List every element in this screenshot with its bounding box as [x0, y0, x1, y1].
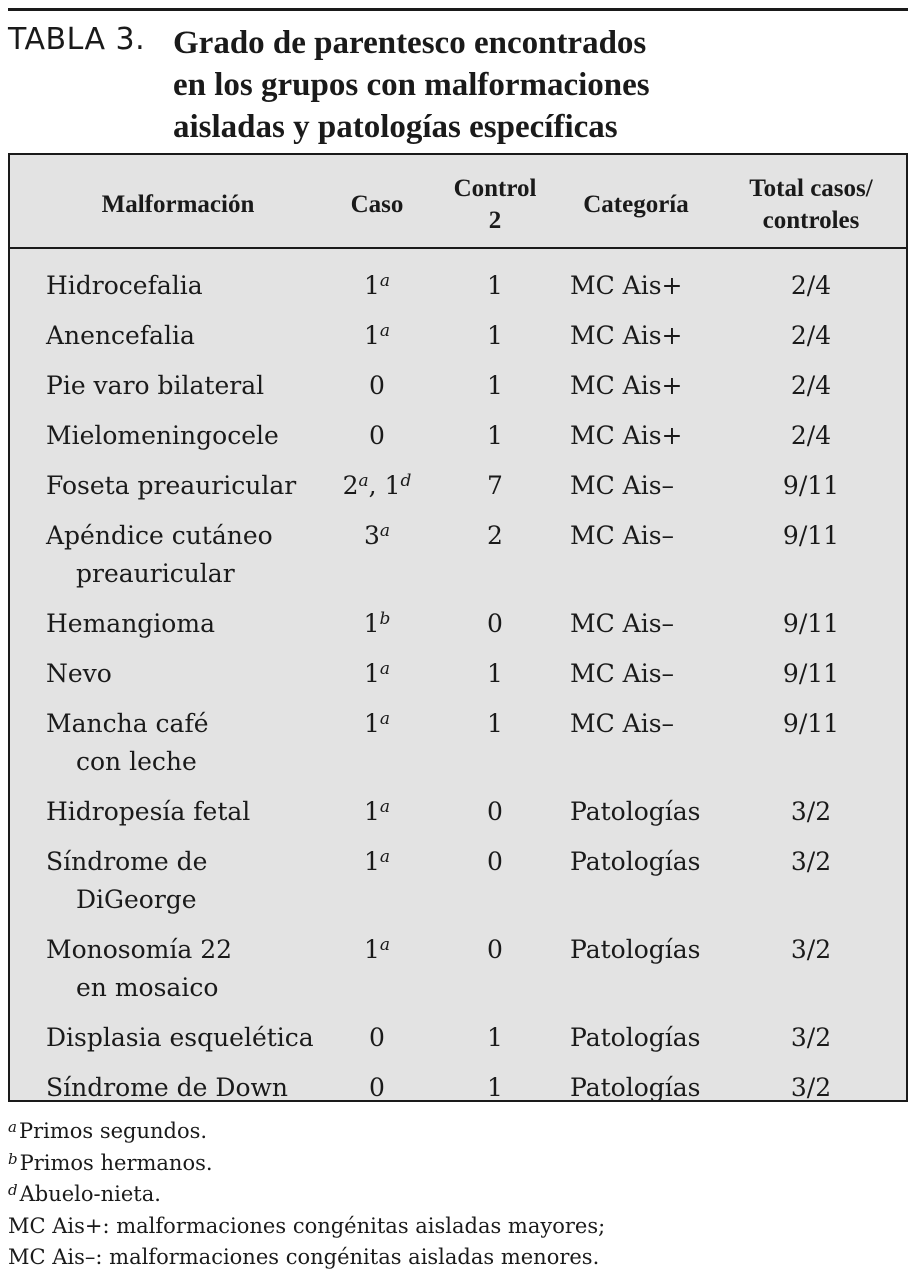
footnote-text: Primos segundos.: [18, 1119, 208, 1143]
footnote-marker: a: [379, 847, 391, 867]
footnote: [8, 1242, 908, 1274]
cell-total: 9/11: [782, 521, 840, 550]
header-total: [716, 173, 906, 237]
malformacion-line: en mosaico: [76, 973, 219, 1002]
cell-control: 1: [487, 709, 503, 738]
footnote: [8, 1116, 908, 1148]
cell-categoria: MC Ais–: [570, 521, 675, 550]
cell-categoria: Patologías: [570, 797, 701, 826]
cell-malformacion: [46, 931, 346, 1007]
table-title: [8, 22, 908, 148]
cell-categoria: MC Ais+: [570, 371, 683, 400]
header-control-line2: 2: [488, 207, 502, 234]
table-row: [10, 467, 906, 505]
cell-total: 3/2: [790, 1073, 832, 1102]
cell-malformacion: [46, 793, 346, 831]
footnote-marker: a: [379, 521, 391, 541]
cell-total: 3/2: [790, 935, 832, 964]
malformacion-line: Pie varo bilateral: [46, 371, 265, 400]
malformacion-line: Hemangioma: [46, 609, 215, 638]
footnote-marker: b: [379, 609, 391, 629]
header-control-line1: Control: [453, 175, 537, 202]
cell-control: 0: [487, 609, 503, 638]
footnote-text: Primos hermanos.: [19, 1150, 213, 1175]
table-row: [10, 793, 906, 831]
cell-control: 1: [487, 659, 503, 688]
caso-value: 1: [363, 709, 380, 738]
footnote-text: MC Ais–: malformaciones congénitas aisladas menores.: [8, 1245, 600, 1269]
footnote-marker: d: [400, 471, 412, 491]
caso-value: 1: [363, 797, 380, 826]
footnotes: [8, 1116, 908, 1274]
footnote-marker: a: [379, 935, 391, 955]
cell-total: 2/4: [790, 321, 832, 350]
cell-categoria: Patologías: [570, 1073, 701, 1102]
malformacion-line: Mielomeningocele: [46, 421, 279, 450]
cell-malformacion: [46, 467, 346, 505]
caso-value: 1: [363, 935, 380, 964]
footnote: [8, 1211, 908, 1243]
cell-caso: [330, 843, 424, 881]
cell-caso: [330, 1069, 424, 1107]
cell-malformacion: [46, 417, 346, 455]
caso-value: 1: [363, 659, 380, 688]
cell-malformacion: [46, 843, 346, 919]
cell-caso: [330, 267, 424, 305]
cell-categoria: Patologías: [570, 935, 701, 964]
table-row: [10, 705, 906, 781]
cell-total: 9/11: [782, 609, 840, 638]
cell-categoria: Patologías: [570, 1023, 701, 1052]
table-caption: [173, 22, 650, 148]
table-row: [10, 417, 906, 455]
cell-control: 0: [487, 797, 503, 826]
malformacion-line: preauricular: [76, 559, 235, 588]
cell-control: 1: [487, 321, 503, 350]
cell-total: 3/2: [790, 797, 832, 826]
cell-caso: [330, 605, 424, 643]
malformacion-line: Apéndice cutáneo: [46, 521, 273, 550]
footnote-marker: a: [379, 797, 391, 817]
malformacion-line: DiGeorge: [76, 885, 197, 914]
cell-categoria: MC Ais–: [570, 709, 675, 738]
caso-value: 0: [369, 421, 385, 450]
table-row: [10, 843, 906, 919]
footnote-marker: a: [379, 321, 391, 341]
table-row: [10, 1069, 906, 1107]
cell-malformacion: [46, 1019, 346, 1057]
footnote-marker: b: [8, 1149, 18, 1168]
caso-value: 1: [363, 609, 380, 638]
cell-caso: [330, 1019, 424, 1057]
cell-control: 1: [487, 421, 503, 450]
caso-value: 1: [363, 847, 380, 876]
footnote: [8, 1148, 908, 1180]
caso-value: 2: [342, 471, 359, 500]
cell-total: 2/4: [790, 371, 832, 400]
malformacion-line: Monosomía 22: [46, 935, 233, 964]
caso-value: 3: [363, 521, 380, 550]
malformacion-line: Hidropesía fetal: [46, 797, 251, 826]
header-caso: Caso: [350, 191, 404, 218]
footnote: [8, 1179, 908, 1211]
cell-caso: [330, 367, 424, 405]
cell-control: 1: [487, 1073, 503, 1102]
cell-control: 7: [487, 471, 503, 500]
table-row: [10, 367, 906, 405]
footnote-marker: a: [379, 659, 391, 679]
footnote-marker: a: [358, 471, 369, 491]
cell-malformacion: [46, 267, 346, 305]
cell-control: 1: [487, 371, 503, 400]
cell-caso: [330, 705, 424, 743]
cell-total: 9/11: [782, 659, 840, 688]
caso-value: 1: [363, 321, 380, 350]
cell-total: 9/11: [782, 709, 840, 738]
footnote-text: MC Ais+: malformaciones congénitas aisladas mayores;: [8, 1213, 606, 1238]
footnote-marker: a: [8, 1118, 17, 1136]
header-total-line1: Total casos/: [749, 175, 873, 202]
table-row: [10, 655, 906, 693]
cell-malformacion: [46, 655, 346, 693]
cell-categoria: Patologías: [570, 847, 701, 876]
table-number: TABLA 3.: [8, 22, 146, 57]
cell-malformacion: [46, 367, 346, 405]
cell-total: 2/4: [790, 271, 832, 300]
table-row: [10, 267, 906, 305]
cell-caso: [330, 417, 424, 455]
cell-total: 3/2: [790, 847, 832, 876]
caso-value: 1: [363, 271, 380, 300]
header-categoria: Categoría: [583, 191, 689, 218]
cell-caso: [330, 793, 424, 831]
cell-caso: [330, 655, 424, 693]
cell-categoria: MC Ais+: [570, 421, 683, 450]
cell-categoria: MC Ais–: [570, 609, 675, 638]
cell-categoria: MC Ais+: [570, 321, 683, 350]
malformacion-line: Síndrome de: [46, 847, 208, 876]
cell-control: 2: [487, 521, 503, 550]
malformacion-line: con leche: [76, 747, 197, 776]
cell-caso: [330, 317, 424, 355]
malformacion-line: Nevo: [46, 659, 112, 688]
malformacion-line: Anencefalia: [46, 321, 195, 350]
malformacion-line: Síndrome de Down: [46, 1073, 289, 1102]
cell-categoria: MC Ais–: [570, 659, 675, 688]
cell-control: 0: [487, 847, 503, 876]
header-total-line2: controles: [762, 207, 860, 234]
table-row: [10, 517, 906, 593]
caso-value: 1: [384, 471, 401, 500]
table-row: [10, 1019, 906, 1057]
cell-control: 0: [487, 935, 503, 964]
cell-caso: 2$^a$, 1$^d$: [342, 471, 412, 500]
data-table: [8, 153, 908, 1102]
caption-line: aisladas y patologías específicas: [173, 109, 618, 145]
cell-categoria: MC Ais+: [570, 271, 683, 300]
footnote-text: Abuelo-nieta.: [19, 1182, 161, 1206]
table-row: [10, 605, 906, 643]
caption-line: Grado de parentesco encontrados: [173, 25, 647, 61]
cell-malformacion: [46, 705, 346, 781]
cell-total: 9/11: [782, 471, 840, 500]
cell-malformacion: [46, 605, 346, 643]
cell-total: 2/4: [790, 421, 832, 450]
caso-value: 0: [369, 371, 385, 400]
malformacion-line: Mancha café: [46, 709, 209, 738]
top-rule: [8, 8, 908, 11]
footnote-marker: a: [379, 709, 391, 729]
table-row: [10, 317, 906, 355]
cell-caso: [330, 517, 424, 555]
cell-control: 1: [487, 271, 503, 300]
cell-malformacion: [46, 317, 346, 355]
cell-malformacion: [46, 1069, 346, 1107]
malformacion-line: Displasia esquelética: [46, 1023, 314, 1052]
footnote-marker: d: [8, 1181, 18, 1199]
caso-value: 0: [369, 1023, 385, 1052]
footnote-marker: a: [379, 271, 391, 291]
cell-malformacion: [46, 517, 346, 593]
cell-caso: [330, 931, 424, 969]
cell-categoria: MC Ais–: [570, 471, 675, 500]
cell-total: 3/2: [790, 1023, 832, 1052]
malformacion-line: Foseta preauricular: [46, 471, 297, 500]
header-malformacion: Malformación: [101, 191, 255, 218]
cell-control: 1: [487, 1023, 503, 1052]
table-header: [10, 155, 906, 249]
header-control: [438, 173, 552, 237]
malformacion-line: Hidrocefalia: [46, 271, 203, 300]
caption-line: en los grupos con malformaciones: [173, 67, 650, 103]
caso-value: 0: [369, 1073, 385, 1102]
table-row: [10, 931, 906, 1007]
